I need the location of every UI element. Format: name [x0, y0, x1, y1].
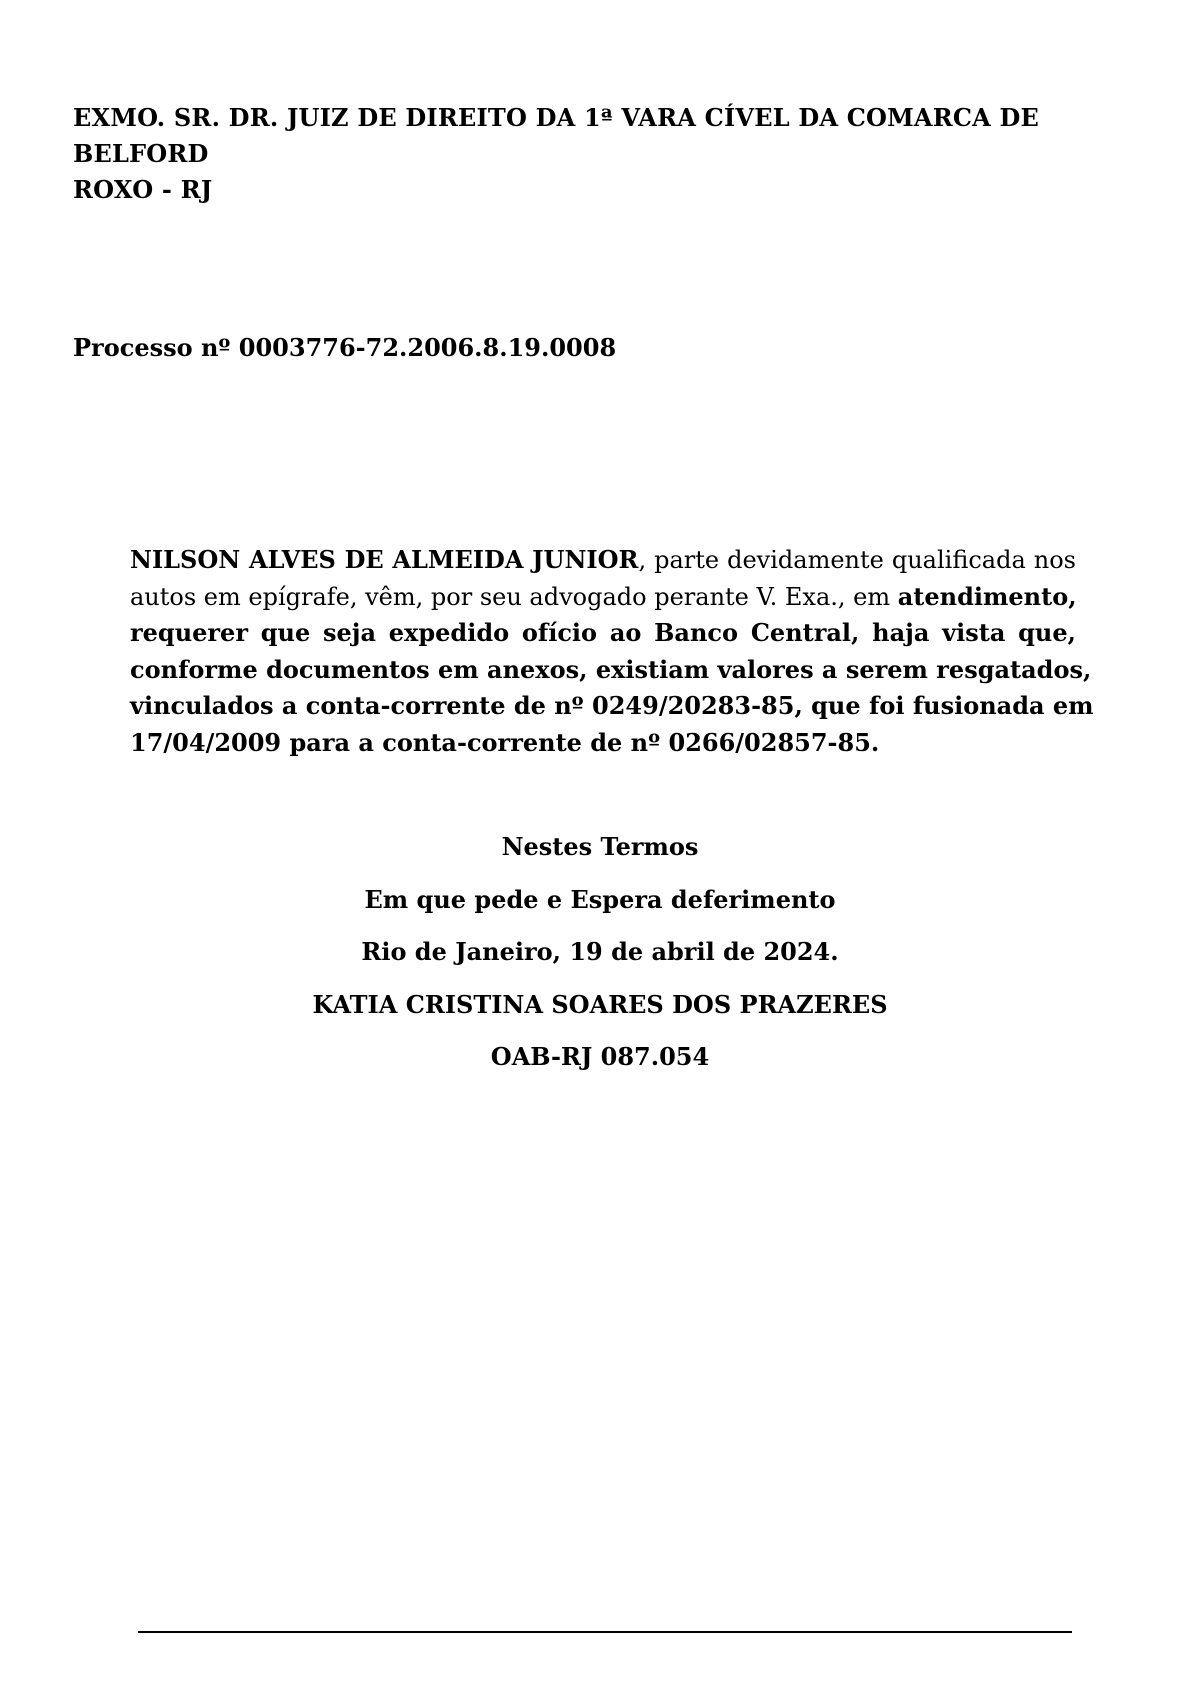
party-name: NILSON ALVES DE ALMEIDA JUNIOR [130, 545, 639, 574]
signatory-oab: OAB-RJ 087.054 [490, 1042, 710, 1071]
footer-divider [138, 1631, 1072, 1633]
process-number: Processo nº 0003776-72.2006.8.19.0008 [73, 333, 617, 362]
closing-place-date: Rio de Janeiro, 19 de abril de 2024. [361, 937, 839, 966]
paragraph-line-2-bold: atendimento, [897, 581, 1077, 611]
closing-terms: Nestes Termos [501, 832, 699, 861]
paragraph-line-1 [130, 542, 1076, 579]
petition-paragraph [130, 542, 1094, 762]
paragraph-line-1-rest: , parte devidamente qualificada nos [638, 546, 1076, 574]
addressee-header [73, 100, 1133, 208]
paragraph-line-3: requerer que seja expedido ofício ao Banco Central, haja vista que, [130, 618, 1076, 648]
closing-block [0, 829, 1200, 1092]
closing-request: Em que pede e Espera deferimento [364, 884, 836, 914]
paragraph-line-5: vinculados a conta-corrente de nº 0249/20283-85, que foi fusionada em [130, 691, 1094, 721]
addressee-line-2: ROXO - RJ [73, 175, 213, 204]
signatory-name: KATIA CRISTINA SOARES DOS PRAZERES [312, 989, 888, 1019]
addressee-line-1: EXMO. SR. DR. JUIZ DE DIREITO DA 1ª VARA CÍVEL DA COMARCA DE BELFORD [73, 103, 1040, 168]
paragraph-line-4: conforme documentos em anexos, existiam valores a serem resgatados, [130, 654, 1092, 684]
paragraph-line-2 [130, 579, 1076, 616]
paragraph-line-6: 17/04/2009 para a conta-corrente de nº 0266/02857-85. [130, 727, 880, 757]
paragraph-line-2-plain: autos em epígrafe, vêm, por seu advogado perante V. Exa., em [130, 582, 891, 611]
